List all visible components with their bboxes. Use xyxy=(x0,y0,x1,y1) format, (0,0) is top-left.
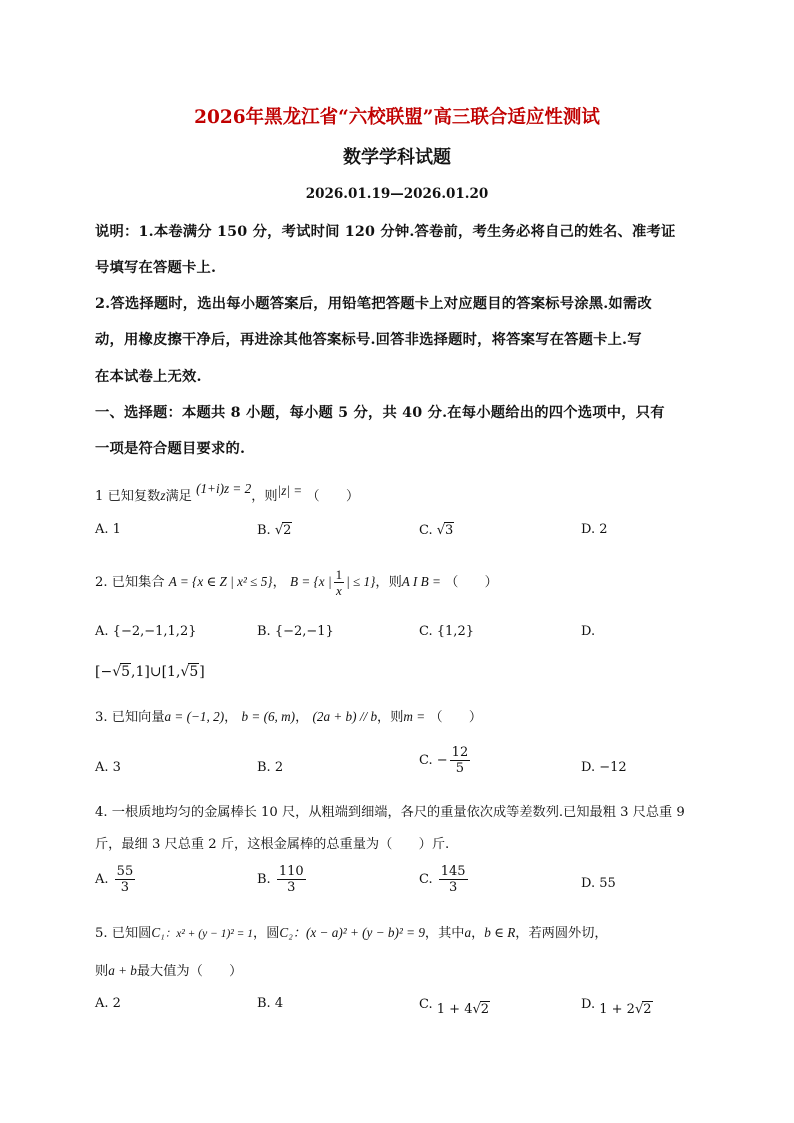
q1-blank: （ ） xyxy=(306,489,360,504)
q5-option-c-pre: 1 + 4 xyxy=(436,1002,473,1017)
question-4-line-2: 斤，最细 3 尺总重 2 斤，这根金属棒的总重量为（ ）斤. xyxy=(95,837,450,852)
q3-option-b-value: 2 xyxy=(274,760,284,775)
q1-then: ，则 xyxy=(251,489,278,504)
q5-option-c-root: 2 xyxy=(480,1002,490,1017)
q5-option-d[interactable]: D. 1 + 2√2 xyxy=(581,997,652,1017)
q5-c1-equation: ：x² + (y − 1)² = 1 xyxy=(164,928,254,940)
q3-option-b[interactable] xyxy=(257,760,283,775)
q5-c2: C₂ xyxy=(279,925,293,940)
q1-option-a-label: A. xyxy=(95,522,109,537)
q5-option-a-label: A. xyxy=(95,996,109,1011)
q5-c1: C₁ xyxy=(151,925,165,940)
section-heading-line-2: 一项是符合题目要求的. xyxy=(95,441,246,457)
q5-option-b-value: 4 xyxy=(274,996,284,1011)
q4-option-b-label: B. xyxy=(257,872,271,887)
instruction-line-1: 说明：1.本卷满分 150 分，考试时间 120 分钟.答卷前，考生务必将自己的姓名、准考证 xyxy=(95,224,676,240)
q1-option-b-value: 2 xyxy=(283,523,292,538)
q2-option-b[interactable] xyxy=(257,624,334,639)
q2-option-c-label: C. xyxy=(419,624,433,639)
q2-option-b-value: {−2,−1} xyxy=(274,624,334,639)
q3-option-c-fraction xyxy=(450,745,471,776)
q4-option-d-value: 55 xyxy=(599,876,616,891)
q5-option-b-label: B. xyxy=(257,996,271,1011)
q5-tail1: ，其中 xyxy=(424,926,465,941)
question-1 xyxy=(95,481,360,504)
q5-option-c[interactable]: C. 1 + 4√2 xyxy=(419,997,490,1017)
question-3 xyxy=(95,706,482,725)
q5-var-a: a xyxy=(464,925,472,940)
q4-option-c-label: C. xyxy=(419,872,433,887)
q2-frac-num: 1 xyxy=(335,567,343,582)
q5-option-a-value: 2 xyxy=(112,996,121,1011)
q2-set-b-fraction xyxy=(334,567,345,598)
q4-option-d[interactable] xyxy=(581,876,616,891)
q2-blank: （ ） xyxy=(445,575,498,590)
q1-option-d-value: 2 xyxy=(599,522,608,537)
q3-option-c-num: 12 xyxy=(451,745,469,760)
q3-blank: （ ） xyxy=(429,710,483,725)
q5-option-d-root: 2 xyxy=(643,1002,652,1017)
q2-option-d-mid: ,1]∪[1, xyxy=(131,664,181,680)
q4-option-b-den: 3 xyxy=(287,880,296,895)
q2-then: ，则 xyxy=(375,575,402,590)
q3-option-c[interactable] xyxy=(419,745,472,776)
q1-option-c-label: C. xyxy=(419,523,433,538)
exam-date: 2026.01.19—2026.01.20 xyxy=(305,186,489,202)
q5-mid: ，圆 xyxy=(253,926,280,941)
q2-prefix: 2. 已知集合 xyxy=(95,575,165,590)
q5-option-b[interactable] xyxy=(257,996,283,1011)
q3-vector-b: b = (6, m) xyxy=(241,709,296,724)
q5-c2-equation: ：(x − a)² + (y − b)² = 9 xyxy=(292,925,425,940)
q5-b-in-r: b ∈ R xyxy=(484,925,516,940)
q2-set-b-left: B = {x | xyxy=(289,574,332,589)
q3-sep2: ， xyxy=(295,710,309,725)
q2-option-d[interactable]: [−√5,1]∪[1,√5] xyxy=(95,664,205,680)
q5-option-a[interactable] xyxy=(95,996,121,1011)
q3-ask: m = xyxy=(403,709,426,724)
q2-option-b-label: B. xyxy=(257,624,271,639)
q5-option-d-label: D. xyxy=(581,997,596,1012)
q4-option-b-num: 110 xyxy=(278,864,304,879)
q2-option-d-left: [− xyxy=(95,664,113,680)
q2-option-c-value: {1,2} xyxy=(436,624,474,639)
q1-option-c-value: 3 xyxy=(445,523,454,538)
question-2 xyxy=(95,567,498,598)
q4-option-a-den: 3 xyxy=(120,880,130,895)
q1-option-d[interactable] xyxy=(581,522,608,537)
q4-option-b-fraction xyxy=(277,864,306,895)
q1-mid: 满足 xyxy=(165,489,192,504)
q3-prefix: 3. 已知向量 xyxy=(95,710,165,725)
q2-option-d-root2: 5 xyxy=(189,664,199,680)
q3-option-a[interactable] xyxy=(95,760,121,775)
q4-option-c-num: 145 xyxy=(440,864,466,879)
q2-sep: ， xyxy=(272,575,286,590)
q3-option-c-den: 5 xyxy=(455,761,465,776)
q1-option-d-label: D. xyxy=(581,522,596,537)
q3-option-a-label: A. xyxy=(95,760,109,775)
q5-option-c-label: C. xyxy=(419,997,433,1012)
q5-sep: ， xyxy=(471,926,485,941)
q3-then: ，则 xyxy=(377,710,404,725)
q5-tail2: ，若两圆外切， xyxy=(515,926,608,941)
q2-set-b-right: | ≤ 1} xyxy=(346,574,376,589)
q3-option-d-label: D. xyxy=(581,760,596,775)
q3-option-a-value: 3 xyxy=(112,760,121,775)
q4-option-c-fraction xyxy=(439,864,468,895)
q3-option-d[interactable] xyxy=(581,760,627,775)
q3-option-c-label: C. xyxy=(419,753,433,768)
q1-var: z xyxy=(160,488,166,503)
q1-option-a[interactable] xyxy=(95,522,121,537)
q4-option-c-den: 3 xyxy=(449,880,458,895)
q5-prefix: 5. 已知圆 xyxy=(95,926,152,941)
q5-line2-prefix: 则 xyxy=(95,964,109,979)
q2-option-a-label: A. xyxy=(95,624,109,639)
q3-option-c-sign: − xyxy=(436,753,448,768)
exam-title: 2026年黑龙江省“六校联盟”高三联合适应性测试 xyxy=(194,107,600,128)
q2-option-a[interactable] xyxy=(95,624,196,639)
q4-option-c[interactable] xyxy=(419,864,470,895)
q4-option-a-fraction xyxy=(115,864,136,895)
q2-option-c[interactable] xyxy=(419,624,474,639)
q1-option-c[interactable]: C. √3 xyxy=(419,523,454,538)
q2-option-d-root1: 5 xyxy=(121,664,131,680)
section-heading-line-1: 一、选择题：本题共 8 小题，每小题 5 分，共 40 分.在每小题给出的四个选项中，只有 xyxy=(95,405,665,421)
q3-option-d-value: −12 xyxy=(599,760,627,775)
q1-prefix: 1 已知复数 xyxy=(95,489,161,504)
q4-option-a[interactable] xyxy=(95,864,137,895)
instruction-line-4: 动，用橡皮擦干净后，再进涂其他答案标号.回答非选择题时，将答案写在答题卡上.写 xyxy=(95,332,642,348)
q5-option-d-pre: 1 + 2 xyxy=(599,1002,635,1017)
q1-option-b[interactable]: B. √2 xyxy=(257,523,292,538)
q3-condition: (2a + b) // b xyxy=(312,709,378,724)
q2-set-a: A = {x ∈ Z | x² ≤ 5} xyxy=(168,574,273,589)
q1-equation: (1+i)z = 2 xyxy=(196,481,252,496)
q5-line2-expr: a + b xyxy=(108,963,137,978)
q3-vector-a: a = (−1, 2) xyxy=(164,709,225,724)
question-5-line-2 xyxy=(95,960,242,979)
q2-frac-den: x xyxy=(335,583,342,598)
q4-option-a-num: 55 xyxy=(116,864,134,879)
q5-line2-tail: 最大值为（ ） xyxy=(136,964,243,979)
instruction-line-3: 2.答选择题时，选出每小题答案后，用铅笔把答题卡上对应题目的答案标号涂黑.如需改 xyxy=(95,296,652,312)
question-4-line-1: 4. 一根质地均匀的金属棒长 10 尺，从粗端到细端，各尺的重量依次成等差数列.已知最粗 3 尺总重 9 xyxy=(95,805,685,820)
q4-option-a-label: A. xyxy=(95,872,109,887)
instruction-line-2: 号填写在答题卡上. xyxy=(95,260,217,276)
q1-ask: |z| = xyxy=(277,483,303,498)
q3-option-b-label: B. xyxy=(257,760,271,775)
q3-sep1: ， xyxy=(224,710,238,725)
q1-option-a-value: 1 xyxy=(112,522,121,537)
q4-option-b[interactable] xyxy=(257,864,308,895)
q4-option-d-label: D. xyxy=(581,876,596,891)
q2-ask: A I B = xyxy=(401,574,441,589)
q2-option-d-label[interactable]: D. xyxy=(581,624,596,639)
instruction-line-5: 在本试卷上无效. xyxy=(95,369,202,385)
subject-title: 数学学科试题 xyxy=(343,147,451,168)
q1-option-b-label: B. xyxy=(257,523,271,538)
question-5-line-1 xyxy=(95,922,608,941)
q2-option-a-value: {−2,−1,1,2} xyxy=(112,624,197,639)
q2-option-d-right: ] xyxy=(199,664,205,680)
